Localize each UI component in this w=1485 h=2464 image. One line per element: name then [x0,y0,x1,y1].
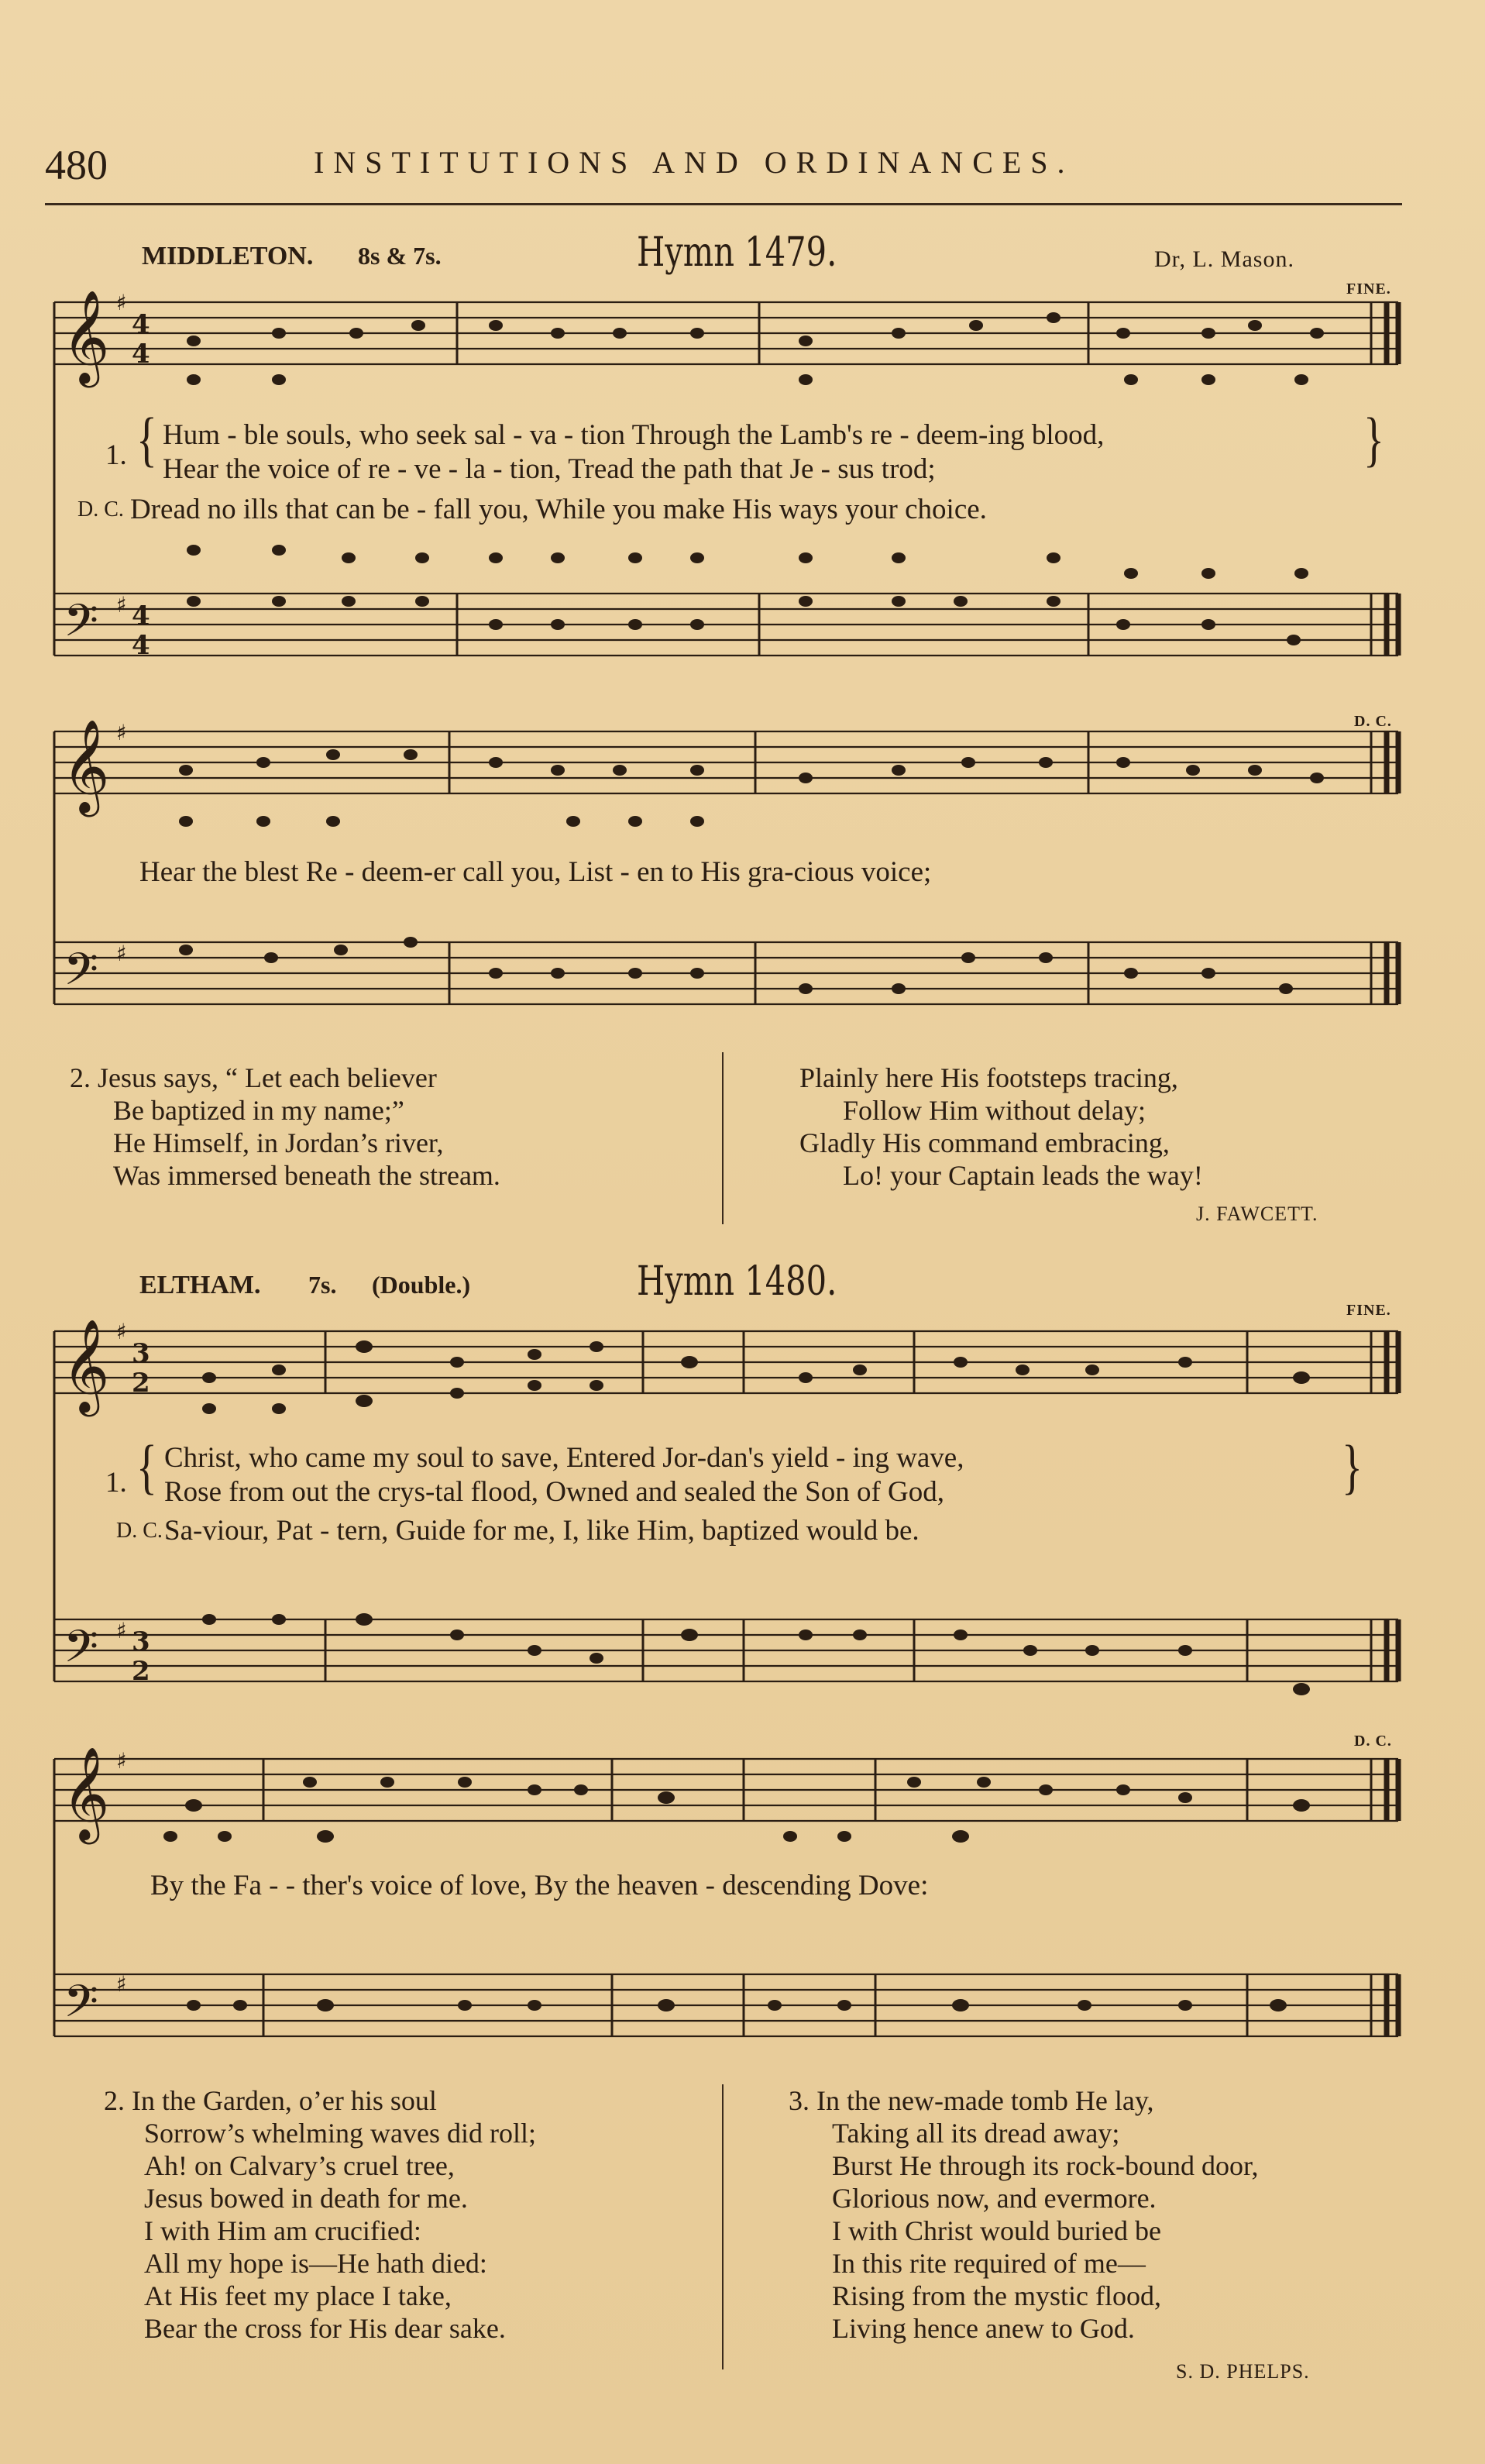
treble-clef-icon: 𝄞 [62,1318,110,1413]
hymn2-lyric-line2: Rose from out the crys-tal flood, Owned and sealed the Son of God, [164,1476,945,1508]
hymn1-lyric-line1: Hum - ble souls, who seek sal - va - tion Through the Lamb's re - deem-ing blood, [163,419,1105,451]
treble-clef-icon: 𝄞 [62,289,110,384]
stanza-line: At His feet my place I take, [144,2280,452,2311]
svg-text:♯: ♯ [116,941,127,966]
hymn2-stanza2 [104,2084,536,2345]
svg-text:2: 2 [132,1656,150,1687]
hymn2-meter: 7s. [308,1271,337,1299]
brace-icon: } [1342,1433,1363,1502]
svg-text:2: 2 [132,1368,150,1399]
hymn2-verse-number: 1. [105,1467,127,1499]
stanza-line: Plainly here His footsteps tracing, [799,1062,1178,1093]
svg-text:3: 3 [132,1626,150,1657]
stanza-line: Follow Him without delay; [843,1095,1146,1126]
hymn1-lyric-line2: Hear the voice of re - ve - la - tion, Tread the path that Je - sus trod; [163,453,936,485]
svg-text:4: 4 [132,339,150,370]
svg-text:4: 4 [132,309,150,340]
brace-icon: { [136,1433,157,1502]
stanza-line: Bear the cross for His dear sake. [144,2313,506,2344]
svg-text:4: 4 [132,601,150,631]
svg-text:♯: ♯ [116,1748,127,1774]
hymn2-system2-bass-staff [54,1974,1398,2036]
page-number: 480 [45,142,108,188]
bass-clef-icon: 𝄢 [64,1975,99,2039]
stanza-line: Living hence anew to God. [832,2313,1135,2344]
stanza-line: All my hope is—He hath died: [144,2248,487,2279]
stanza-line: Was immersed beneath the stream. [113,1160,500,1191]
stanza-line: Rising from the mystic flood, [832,2280,1161,2311]
svg-text:♯: ♯ [116,290,127,315]
hymn2-fine-mark: FINE. [1346,1302,1391,1319]
hymn2-system2-treble-staff [54,1759,1398,1821]
hymn1-lyric-dc: Dread no ills that can be - fall you, While you make His ways your choice. [130,494,987,525]
hymn1-author: J. FAWCETT. [1196,1203,1318,1225]
bass-clef-icon: 𝄢 [64,1620,99,1684]
hymn2-key-time [116,1319,150,1997]
stanza-line: He Himself, in Jordan’s river, [113,1127,444,1158]
hymn2-system1-bass-staff [54,1619,1398,1681]
hymn2-stanza3 [789,2084,1259,2345]
svg-text:♯: ♯ [116,1971,127,1997]
hymn1-composer: Dr, L. Mason. [1154,246,1294,272]
hymn2-lyric-system2: By the Fa - - ther's voice of love, By the heaven - descending Dove: [150,1870,929,1901]
hymn2-number: Hymn 1480. [637,1258,837,1305]
svg-text:3: 3 [132,1338,150,1369]
svg-text:♯: ♯ [116,592,127,618]
stanza-divider [722,2084,724,2369]
hymn2-barlines [54,1331,1398,2036]
stanza-line: 2. Jesus says, “ Let each believer [70,1062,437,1093]
treble-clef-icon: 𝄞 [62,1746,110,1840]
bass-clef-icon: 𝄢 [64,594,99,658]
stanza-line: 2. In the Garden, o’er his soul [104,2085,437,2116]
hymn2-lyric-dc: Sa-viour, Pat - tern, Guide for me, I, like Him, baptized would be. [164,1515,920,1547]
svg-text:♯: ♯ [116,1319,127,1344]
hymn2-tune-name: ELTHAM. [139,1271,261,1299]
hymn1-dc-label: D. C. [77,497,124,521]
hymn2-system1-treble-staff [54,1331,1398,1393]
running-head: INSTITUTIONS AND ORDINANCES. [314,145,1074,180]
stanza-line: In this rite required of me— [832,2248,1146,2279]
svg-text:♯: ♯ [116,720,127,745]
stanza-line: Taking all its dread away; [832,2118,1120,2149]
hymn1-tune-name: MIDDLETON. [142,242,314,270]
stanza-line: Be baptized in my name;” [113,1095,404,1126]
bass-clef-icon: 𝄢 [64,943,99,1007]
hymn2-lyric-line1: Christ, who came my soul to save, Entered Jor-dan's yield - ing wave, [164,1442,964,1474]
hymn1-fine-mark: FINE. [1346,280,1391,298]
stanza-line: I with Him am crucified: [144,2215,421,2246]
hymn1-verse-number: 1. [105,439,127,471]
brace-icon: { [136,406,157,474]
brace-icon: } [1363,406,1384,474]
stanza-line: I with Christ would buried be [832,2215,1161,2246]
hymn2-meter-extra: (Double.) [372,1271,471,1299]
stanza-line: Burst He through its rock-bound door, [832,2150,1259,2181]
hymn1-number: Hymn 1479. [637,229,837,276]
svg-text:4: 4 [132,630,150,661]
treble-clef-icon: 𝄞 [62,718,110,813]
hymn1-lyric-system2: Hear the blest Re - deem-er call you, List - en to His gra-cious voice; [139,856,932,888]
stanza-line: Ah! on Calvary’s cruel tree, [144,2150,455,2181]
stanza-line: Glorious now, and evermore. [832,2183,1157,2214]
hymn1-meter: 8s & 7s. [358,242,442,270]
stanza-line: Jesus bowed in death for me. [144,2183,468,2214]
stanza-line: Gladly His command embracing, [799,1127,1170,1158]
hymn2-dc-mark: D. C. [1354,1733,1392,1750]
hymn2-dc-label: D. C. [116,1519,163,1543]
stanza-line: 3. In the new-made tomb He lay, [789,2085,1154,2116]
stanza-line: Sorrow’s whelming waves did roll; [144,2118,536,2149]
hymn2-author: S. D. PHELPS. [1176,2360,1310,2383]
svg-text:♯: ♯ [116,1618,127,1643]
hymn1-dc-mark: D. C. [1354,713,1392,730]
stanza-line: Lo! your Captain leads the way! [843,1160,1203,1191]
